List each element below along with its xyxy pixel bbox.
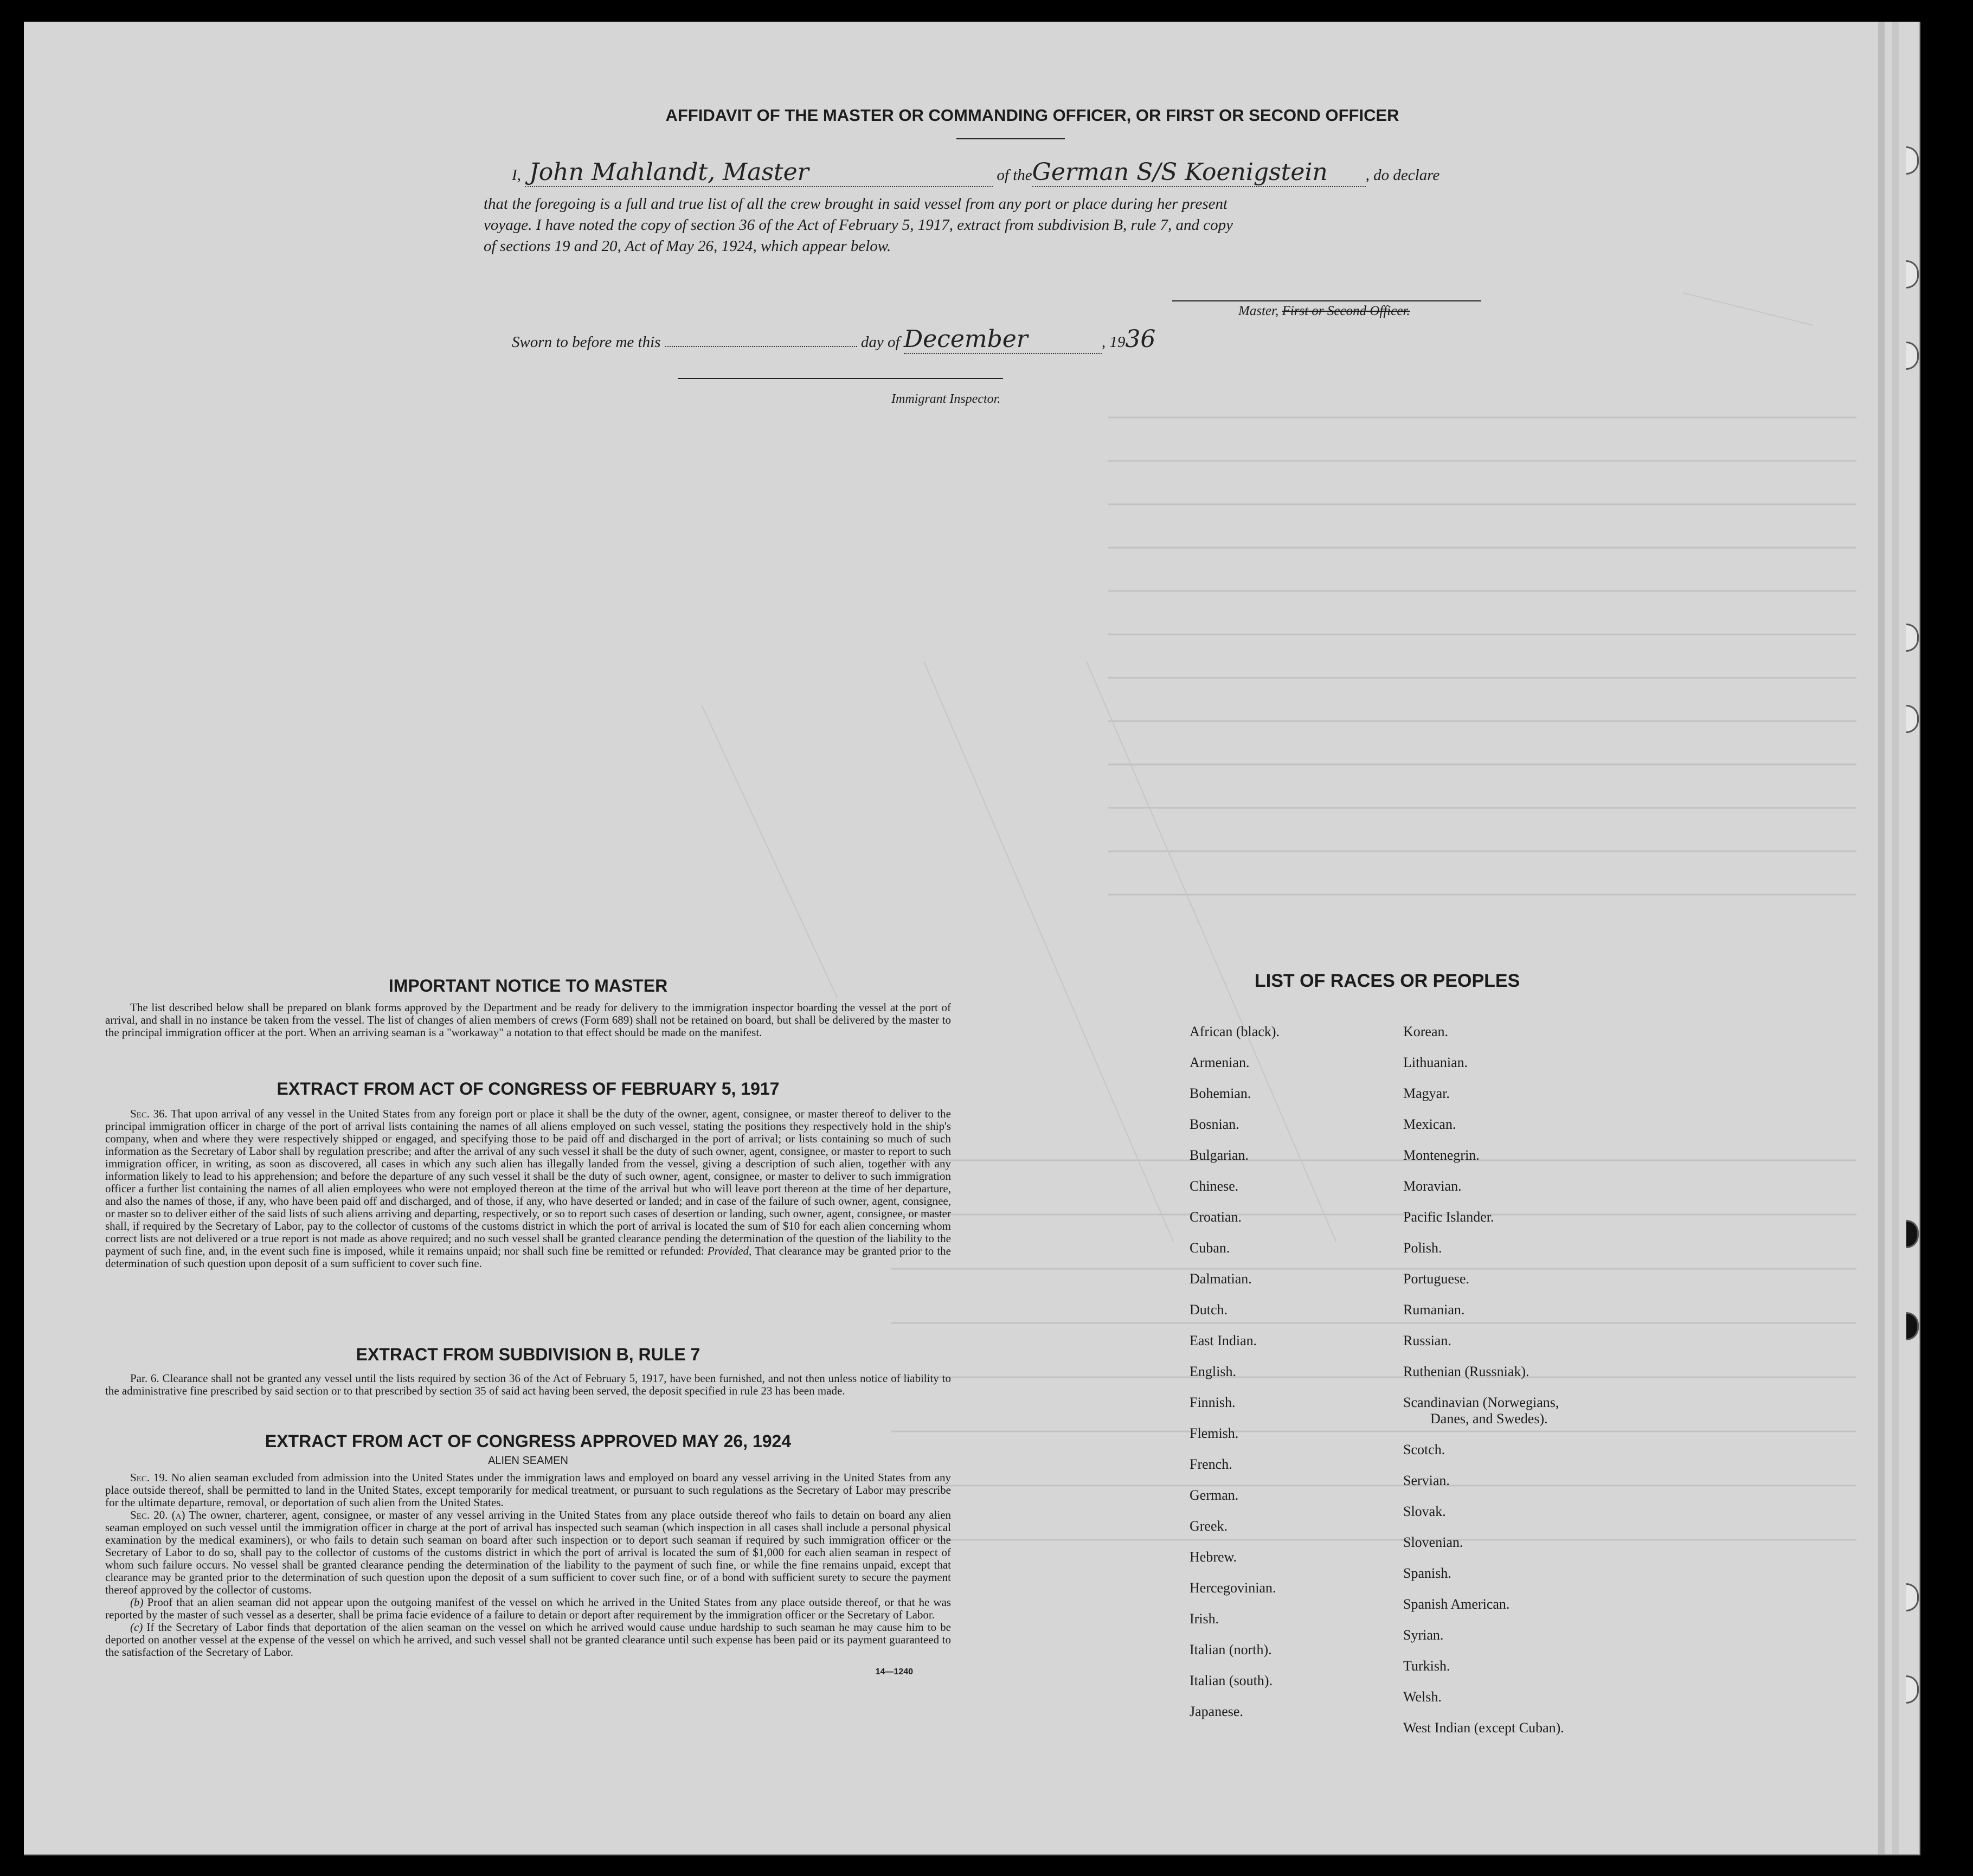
race-item: Hercegovinian. — [1190, 1580, 1276, 1596]
race-item: Italian (north). — [1190, 1642, 1272, 1657]
affidavit-line-4: of sections 19 and 20, Act of May 26, 1924, which appear below. — [484, 237, 891, 255]
signature-caption — [1238, 304, 1410, 319]
race-item: Syrian. — [1403, 1627, 1444, 1643]
race-item: Bulgarian. — [1190, 1147, 1249, 1163]
race-item: Scotch. — [1403, 1442, 1445, 1457]
race-item: Danes, and Swedes). — [1430, 1411, 1548, 1427]
race-item: Moravian. — [1403, 1178, 1462, 1194]
race-item: Montenegrin. — [1403, 1147, 1480, 1163]
sworn-day-blank — [665, 332, 857, 347]
rule-7-heading: EXTRACT FROM SUBDIVISION B, RULE 7 — [356, 1345, 700, 1364]
race-item: Italian (south). — [1190, 1673, 1273, 1688]
race-item: Scandinavian (Norwegians, — [1403, 1395, 1559, 1410]
affidavit-line-3: voyage. I have noted the copy of section 36 of the Act of February 5, 1917, extract from subdivision B, rule 7, and copy — [484, 216, 1233, 234]
year-prefix: , 19 — [1101, 333, 1126, 351]
race-item: Pacific Islander. — [1403, 1209, 1494, 1225]
race-item: Bohemian. — [1190, 1085, 1251, 1101]
of-the-label: of the — [997, 166, 1032, 184]
extract-1917-text — [105, 1108, 951, 1270]
extract-1917-section — [105, 1079, 951, 1270]
sec-20b-text — [105, 1596, 951, 1621]
officer-caption-struck: First or Second Officer. — [1282, 304, 1410, 318]
race-item: Mexican. — [1403, 1116, 1456, 1132]
race-item: Spanish. — [1403, 1565, 1451, 1581]
provided-label: Provided, — [707, 1244, 752, 1257]
notice-section — [105, 976, 951, 1039]
sec-36-body: That upon arrival of any vessel in the United States from any foreign port or place it shall be the duty of the owner, agent, consignee, or master thereof to deliver to the principal immigration officer in charge of the port of arrival lists containing the names of all aliens employed on such vessel, stating the positions they respectively hold in the ship's company, when and where they were respectively shipped or engaged, and specifying those to be paid off and discharged in the port of arrival; or lists containing so much of such information as the Secretary of Labor shall by regulation prescribe; and after the arrival of any such vessel it shall be the duty of such owner, agent, consignee, or master to report to such immigration officer, in writing, as soon as discovered, all cases in which any such alien has illegally landed from the vessel, giving a description of such alien, together with any information likely to lead to his apprehension; and before the departure of any such vessel it shall be the duty of such owner, agent, consignee, or master to deliver to such immigration officer a further list containing the names of all alien employees who were not employed thereon at the time of the arrival but who will leave port thereon at the time of her departure, and also the names of those, if any, who have been paid off and discharged, and of those, if any, who have deserted or landed; and in case of the failure of such owner, agent, consignee, or master so to deliver either of the said lists of such aliens arriving and departing, respectively, or so to report such cases of desertion or landing, such owner, agent, consignee, or master shall, if required by the Secretary of Labor, pay to the collector of customs of the customs district in which the port of arrival is located the sum of $10 for each alien concerning whom correct lists are not delivered or a true report is not made as above required; and no such vessel shall be granted clearance pending the determination of the question of the liability to the payment of such fine, and, in the event such fine is imposed, while it remains unpaid; nor shall such fine be remitted or refunded: — [105, 1107, 951, 1257]
title-divider — [956, 138, 1065, 139]
race-item: East Indian. — [1190, 1333, 1257, 1348]
do-declare-label: , do declare — [1365, 166, 1440, 184]
document-page — [24, 22, 1920, 1855]
race-item: Korean. — [1403, 1024, 1449, 1039]
race-item: Bosnian. — [1190, 1116, 1239, 1132]
race-item: Flemish. — [1190, 1425, 1239, 1441]
sworn-month-handwritten: December — [904, 325, 1102, 354]
rule-7-section — [105, 1345, 951, 1397]
race-item: Magyar. — [1403, 1085, 1450, 1101]
sec-20c-label: (c) — [130, 1621, 143, 1634]
sec-19-body: No alien seaman excluded from admission into the United States under the immigration laws and employed on board any vessel arriving in the United States from any place outside thereof, shall be permitted to land in the United States, except temporarily for medical treatment, or pursuant to such regulations as the Secretary of Labor may prescribe for the ultimate departure, removal, or deportation of such alien from the United States. — [105, 1471, 951, 1509]
sec-36-label: Sec. 36. — [130, 1107, 168, 1120]
affidavit-line-2: that the foregoing is a full and true list of all the crew brought in said vessel from any port or place during her present — [484, 195, 1228, 213]
master-caption: Master, — [1238, 304, 1279, 318]
notice-heading: IMPORTANT NOTICE TO MASTER — [388, 976, 668, 995]
race-item: German. — [1190, 1487, 1239, 1503]
form-number: 14—1240 — [875, 1667, 913, 1676]
race-item: Ruthenian (Russniak). — [1403, 1364, 1529, 1379]
sec-20a-body: The owner, charterer, agent, consignee, or master of any vessel arriving in the United States from any place outside thereof who fails to detain on board any alien seaman employed on such vessel until the immigration officer in charge at the port of arrival has inspected such seaman (which inspection in all cases shall include a personal physical examination by the medical examiners), or who fails to detain such seaman on board after such inspection or to deport such seaman if required by such immigration officer or the Secretary of Labor to do so, shall pay to the collector of customs of the customs district in which the port of arrival is located the sum of $1,000 for each alien seaman in respect of whom such failure occurs. No vessel shall be granted clearance pending the determination of the liability to the payment of such fine, or while the fine remains unpaid, except that clearance may be granted prior to the determination of such question upon the deposit of a sum sufficient to cover such fine, or of a bond with sufficient surety to secure the payment thereof approved by the collector of customs. — [105, 1508, 952, 1596]
vessel-name-handwritten: German S/S Koenigstein — [1032, 158, 1366, 187]
race-item: Polish. — [1403, 1240, 1442, 1256]
sec-20b-label: (b) — [130, 1596, 144, 1609]
race-item: Welsh. — [1403, 1689, 1442, 1705]
race-item: French. — [1190, 1456, 1232, 1472]
race-item: Cuban. — [1190, 1240, 1230, 1256]
inspector-signature-line — [678, 378, 1003, 379]
race-item: Greek. — [1190, 1518, 1228, 1534]
sec-20a-label: Sec. 20. (a) — [130, 1508, 185, 1521]
sec-19-text — [105, 1472, 951, 1509]
race-item: Hebrew. — [1190, 1549, 1237, 1565]
master-signature-line — [1172, 300, 1481, 301]
race-item: Dutch. — [1190, 1302, 1228, 1318]
races-column-2 — [1403, 1024, 1564, 1751]
master-name-handwritten: John Mahlandt, Master — [525, 158, 993, 187]
day-of-label: day of — [860, 333, 900, 351]
affidavit-line-1 — [512, 158, 1553, 188]
race-item: Lithuanian. — [1403, 1055, 1468, 1070]
race-item: African (black). — [1190, 1024, 1280, 1039]
race-item: Armenian. — [1190, 1055, 1250, 1070]
sec-20c-text — [105, 1621, 951, 1659]
extract-1924-section — [105, 1431, 951, 1677]
sec-36-body-end: That clearance may be granted prior to the determination of such question upon deposit of a sum sufficient to cover such fine. — [105, 1244, 952, 1270]
sworn-line — [512, 325, 1155, 354]
inspector-caption: Immigrant Inspector. — [891, 392, 1001, 406]
sec-20b-body: Proof that an alien seaman did not appear upon the outgoing manifest of the vessel on which he arrived in the United States from any place outside thereof, or that he was reported by the master of such vessel as a deserter, shall be prima facie evidence of a failure to detain or deport after requirement by the immigration officer or the Secretary of Labor. — [105, 1596, 952, 1621]
race-item: Rumanian. — [1403, 1302, 1465, 1318]
races-column-1 — [1190, 1024, 1280, 1734]
notice-text: The list described below shall be prepared on blank forms approved by the Department and be ready for delivery to the immigration inspector boarding the vessel at the port of arrival, and shall in no instance be taken from the vessel. The list of changes of alien members of crews (Form 689) shall not be retained on board, but shall be delivered by the master to the principal immigration officer at the port. When an arriving seaman is a "workaway" a notation to that effect should be made on the manifest. — [105, 1001, 951, 1039]
sec-20a-text — [105, 1509, 951, 1596]
race-item: West Indian (except Cuban). — [1403, 1720, 1564, 1736]
race-item: Finnish. — [1190, 1395, 1236, 1410]
race-item: Turkish. — [1403, 1658, 1450, 1674]
rule-7-text: Par. 6. Clearance shall not be granted any vessel until the lists required by section 36 of the Act of February 5, 1917, have been furnished, and not then unless notice of liability to the administrative fine prescribed by said section or to that prescribed by section 35 of said act having been served, the deposit specified in rule 23 has been made. — [105, 1372, 951, 1397]
race-item: Portuguese. — [1403, 1271, 1470, 1287]
sec-19-label: Sec. 19. — [130, 1471, 168, 1484]
race-item: Chinese. — [1190, 1178, 1239, 1194]
race-item: Spanish American. — [1403, 1596, 1510, 1612]
race-item: Japanese. — [1190, 1704, 1243, 1719]
race-item: Slovenian. — [1403, 1534, 1463, 1550]
alien-seamen-subheading: ALIEN SEAMEN — [488, 1455, 568, 1467]
races-heading: LIST OF RACES OR PEOPLES — [1255, 971, 1520, 991]
sworn-year-handwritten: 36 — [1125, 325, 1156, 353]
race-item: English. — [1190, 1364, 1236, 1379]
sworn-prefix: Sworn to before me this — [512, 333, 661, 351]
extract-1924-heading: EXTRACT FROM ACT OF CONGRESS APPROVED MAY 26, 1924 — [265, 1431, 792, 1451]
race-item: Servian. — [1403, 1473, 1450, 1488]
race-item: Croatian. — [1190, 1209, 1242, 1225]
extract-1917-heading: EXTRACT FROM ACT OF CONGRESS OF FEBRUARY 5, 1917 — [277, 1079, 780, 1098]
sec-20c-body: If the Secretary of Labor finds that deportation of the alien seaman on the vessel on which he arrived would cause undue hardship to such seaman he may cause him to be deported on another vessel at the expense of the vessel on which he arrived, and such vessel shall not be granted clearance until such expense has been paid or its payment guaranteed to the satisfaction of the Secretary of Labor. — [105, 1621, 951, 1659]
race-item: Dalmatian. — [1190, 1271, 1252, 1287]
race-item: Irish. — [1190, 1611, 1219, 1627]
race-item: Slovak. — [1403, 1504, 1446, 1519]
race-item: Russian. — [1403, 1333, 1451, 1348]
affidavit-title: AFFIDAVIT OF THE MASTER OR COMMANDING OFFICER, OR FIRST OR SECOND OFFICER — [665, 106, 1399, 125]
affidavit-i-prefix: I, — [512, 166, 521, 184]
